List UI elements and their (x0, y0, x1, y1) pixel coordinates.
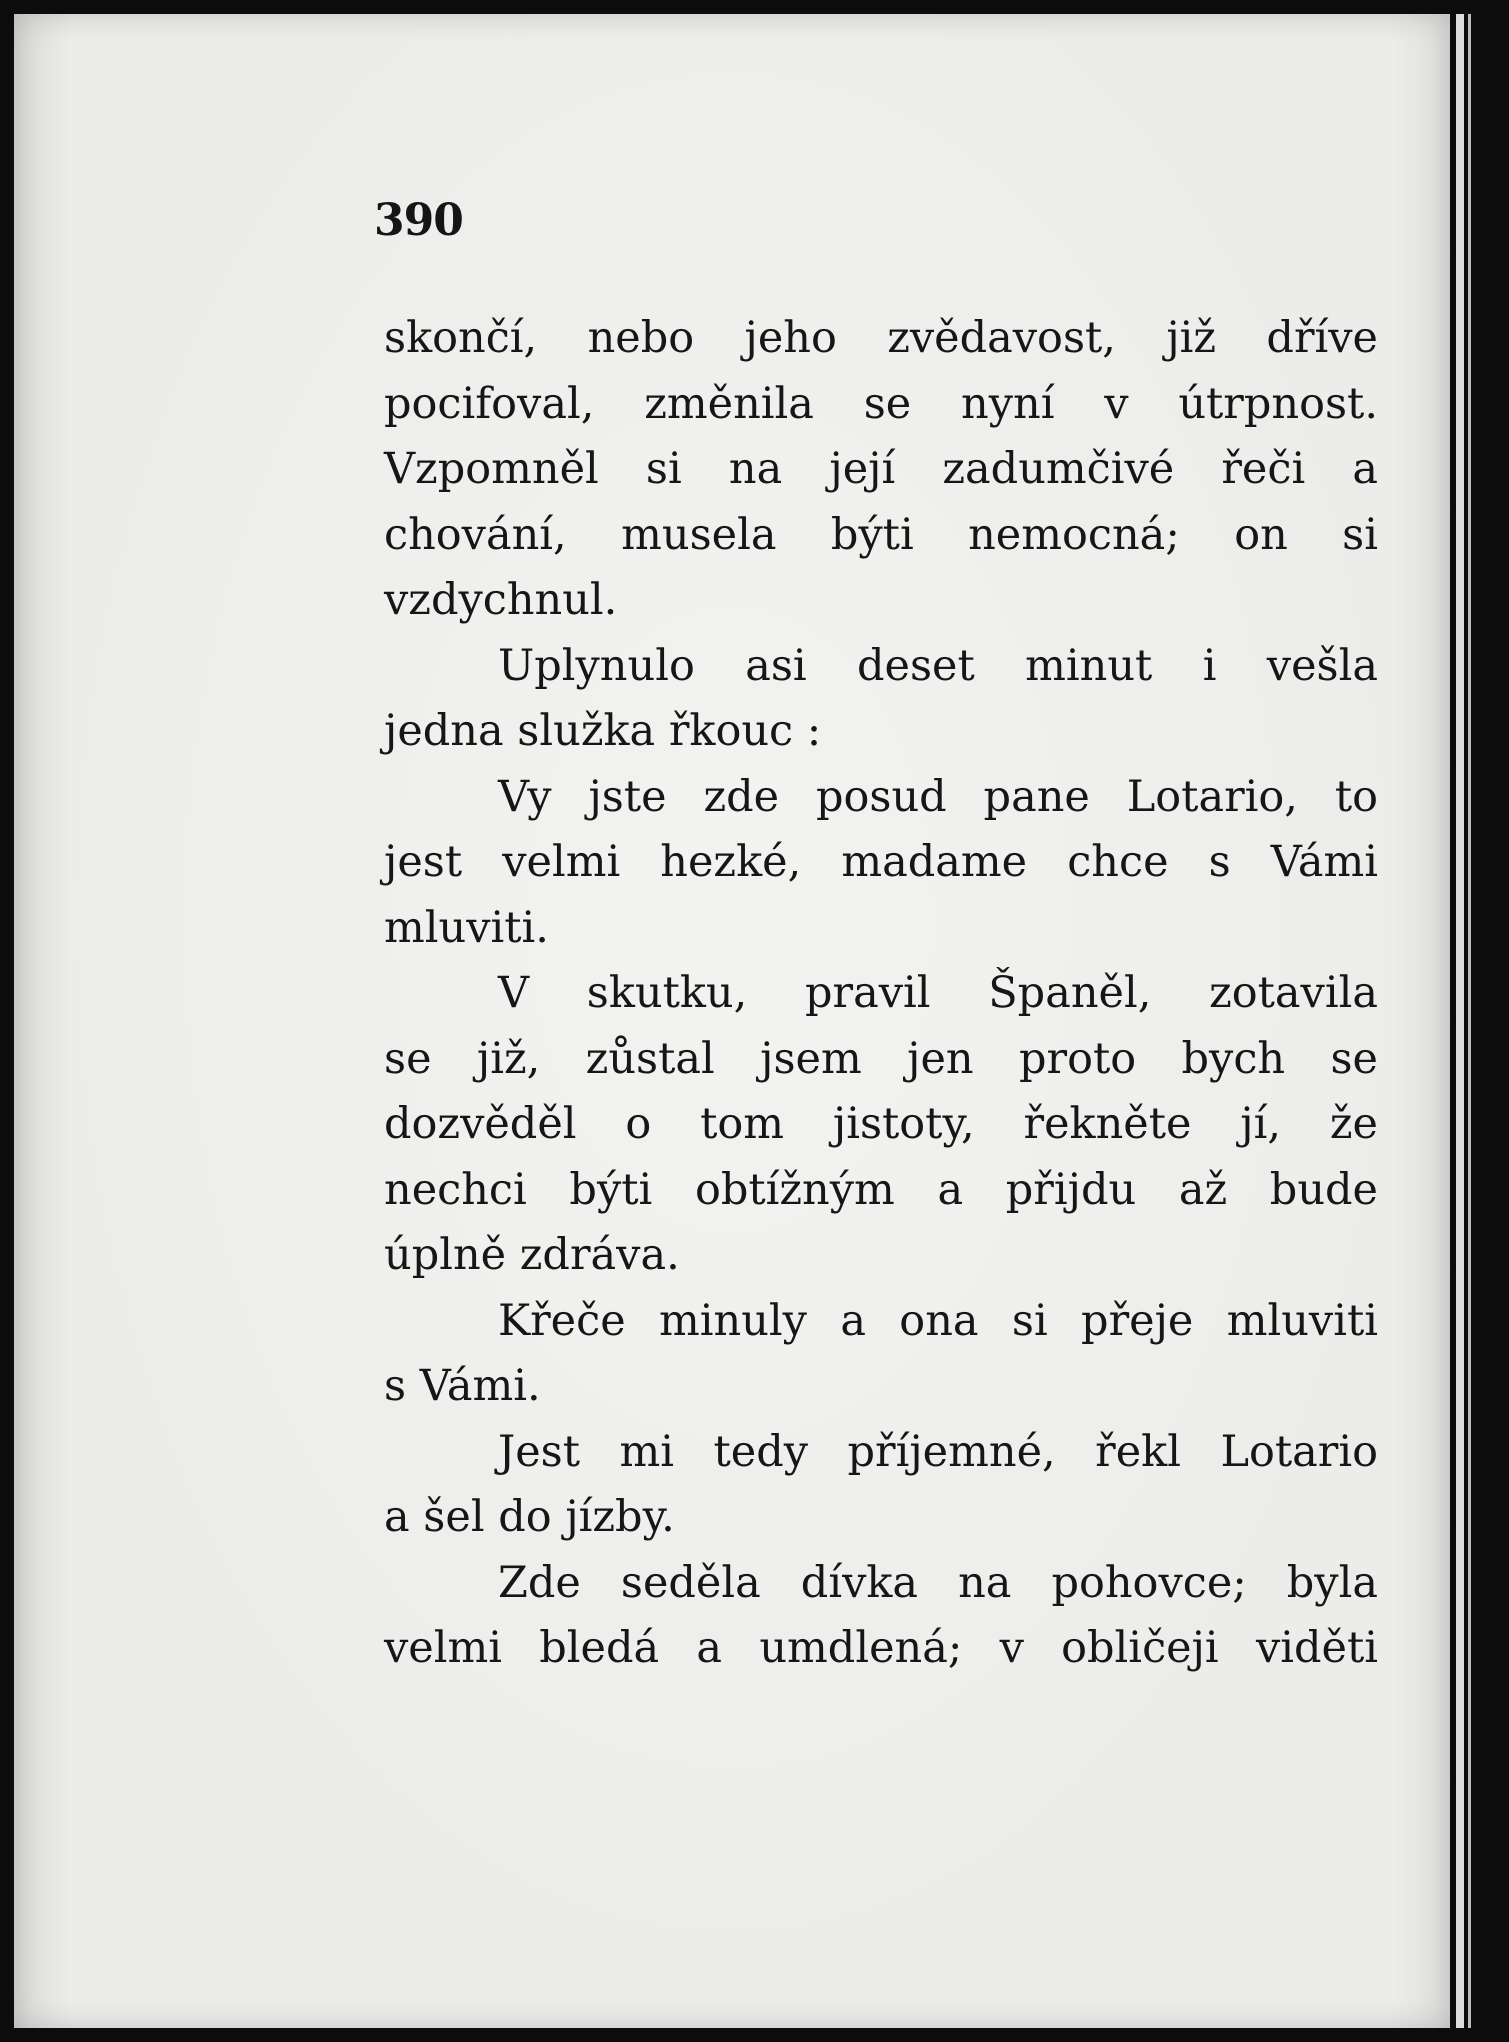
text-line: chování, musela býti nemocná; on si (384, 509, 1378, 560)
text-line: jedna služka řkouc : (384, 706, 822, 756)
paragraph-first-line: Křeče minuly a ona si přeje mluviti (498, 1295, 1378, 1346)
text-line: pocifoval, změnila se nyní v útrpnost. (384, 378, 1378, 429)
text-line: Vzpomněl si na její zadumčivé řeči a (384, 444, 1378, 494)
paragraph-first-line: Vy jste zde posud pane Lotario, to (498, 771, 1378, 822)
paragraph-first-line: Zde seděla dívka na pohovce; byla (498, 1557, 1378, 1608)
paragraph-first-line: Uplynulo asi deset minut i vešla (498, 640, 1378, 691)
text-line: se již, zůstal jsem jen proto bych se (384, 1033, 1378, 1084)
text-line: jest velmi hezké, madame chce s Vámi (384, 837, 1378, 887)
page-edge-line (1468, 14, 1471, 2028)
text-line: vzdychnul. (384, 575, 618, 625)
body-text (384, 306, 1378, 1682)
text-line: a šel do jízby. (384, 1492, 675, 1542)
text-line: mluviti. (384, 902, 549, 953)
text-line: úplně zdráva. (384, 1230, 680, 1280)
text-line: dozvěděl o tom jistoty, řekněte jí, že (384, 1099, 1378, 1149)
page-edge (1456, 14, 1464, 2028)
text-line: s Vámi. (384, 1361, 541, 1411)
text-line: nechci býti obtížným a přijdu až bude (384, 1164, 1378, 1215)
paragraph-first-line: Jest mi tedy příjemné, řekl Lotario (498, 1426, 1378, 1477)
text-line: velmi bledá a umdlená; v obličeji viděti (384, 1623, 1378, 1673)
page-number: 390 (374, 195, 463, 246)
paragraph-first-line: V skutku, pravil Španěl, zotavila (498, 968, 1378, 1018)
text-line: skončí, nebo jeho zvědavost, již dříve (384, 313, 1378, 363)
